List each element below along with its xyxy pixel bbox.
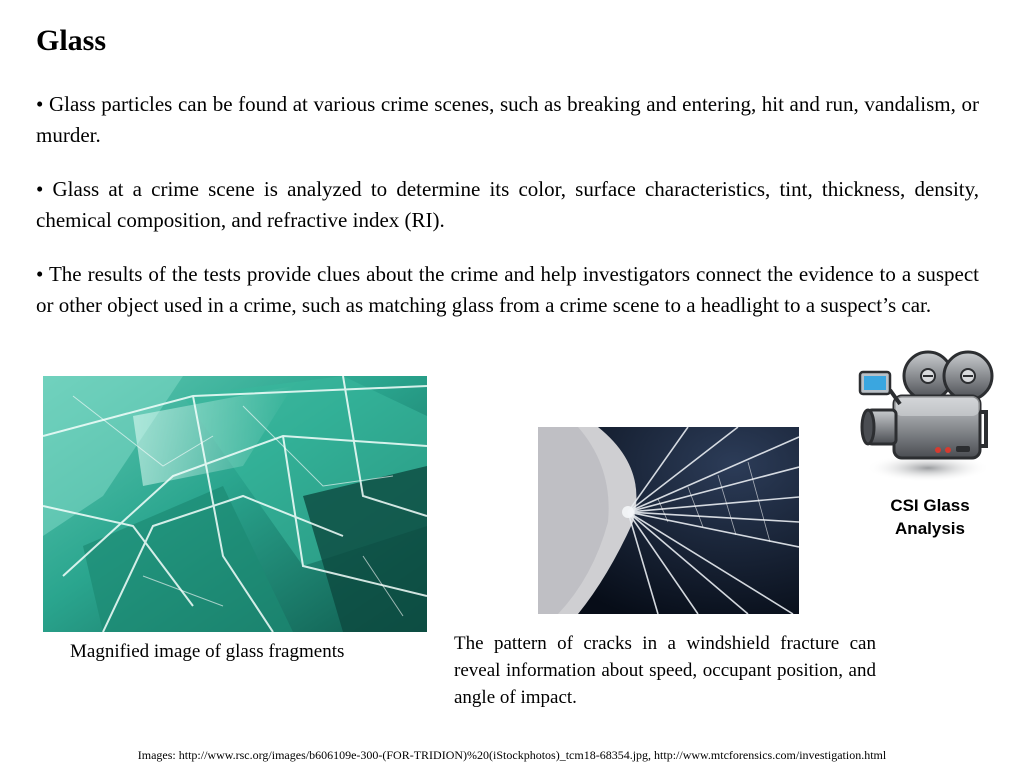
bullet-crime-scenes: • Glass particles can be found at various crime scenes, such as breaking and entering, hit and run, vandalism, or murder. xyxy=(36,92,979,147)
video-camera-icon xyxy=(856,350,996,490)
bullet-results: • The results of the tests provide clues about the crime and help investigators connect the evidence to a suspect or other object used in a crime, such as matching glass from a crime scene to a headlight to a suspect’s car. xyxy=(36,262,979,317)
windshield-crack-image xyxy=(538,427,799,614)
slide-title: Glass xyxy=(36,24,107,57)
glass-fragments-caption: Magnified image of glass fragments xyxy=(70,641,345,662)
image-credits: Images: http://www.rsc.org/images/b606109e-300-(FOR-TRIDION)%20(iStockphotos)_tcm18-68354.jpg, http://www.mtcforensics.com/investigation.html xyxy=(137,748,887,762)
glass-fragments-image xyxy=(43,376,427,632)
camera-label-line2: Analysis xyxy=(895,519,965,538)
camera-label xyxy=(860,494,1000,540)
camera-label-line1: CSI Glass xyxy=(890,496,970,515)
windshield-caption: The pattern of cracks in a windshield fracture can reveal information about speed, occupant position, and angle of impact. xyxy=(454,633,876,708)
bullet-analysis: • Glass at a crime scene is analyzed to determine its color, surface characteristics, tint, thickness, density, chemical composition, and refractive index (RI). xyxy=(36,177,979,232)
